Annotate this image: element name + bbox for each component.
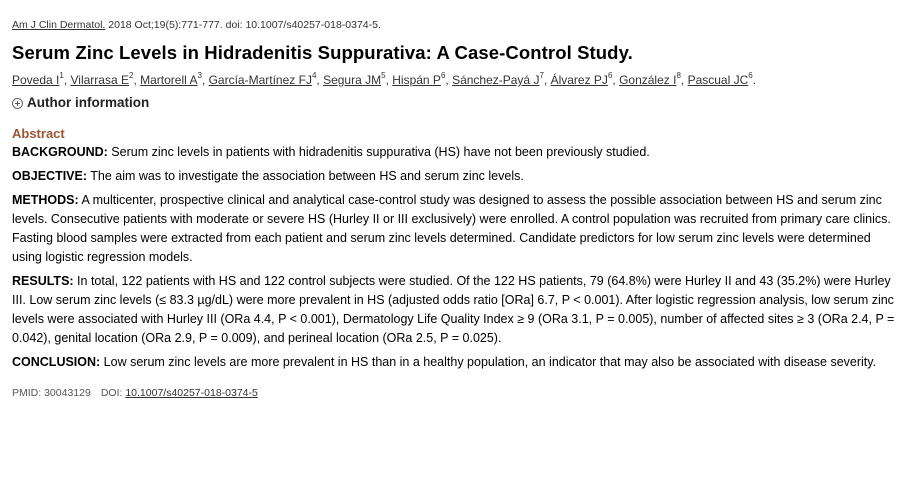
section-label: CONCLUSION: — [12, 355, 101, 369]
section-label: BACKGROUND: — [12, 145, 108, 159]
author-link[interactable]: González I — [619, 73, 677, 87]
author-affiliation-number: 8 — [676, 71, 681, 80]
author-affiliation-number: 3 — [197, 71, 202, 80]
abstract-objective — [12, 167, 900, 186]
author-affiliation-number: 5 — [381, 71, 386, 80]
citation-details: 2018 Oct;19(5):771-777. doi: 10.1007/s40257-018-0374-5. — [105, 19, 381, 31]
pmid: PMID: 30043129 — [12, 387, 91, 399]
section-text: In total, 122 patients with HS and 122 control subjects were studied. Of the 122 HS patients, 79 (64.8%) were Hurley II and 43 (35.2%) were Hurley III. Low serum zinc levels (≤ 83.3 µg/dL) were more prevalent in HS (adjusted odds ratio [ORa] 6.7, P < 0.001). After logistic regression analysis, low serum zinc levels were associated with Hurley III (ORa 4.4, P < 0.001), Dermatology Life Quality Index ≥ 9 (ORa 3.1, P = 0.005), number of affected sites ≥ 3 (ORa 2.4, P = 0.042), genital location (ORa 2.9, P = 0.009), and perineal location (ORa 2.5, P = 0.025). — [12, 274, 895, 345]
abstract-conclusion — [12, 353, 900, 372]
abstract-heading: Abstract — [12, 126, 65, 141]
author-link[interactable]: Sánchez-Payá J — [452, 73, 540, 87]
author-link[interactable]: Álvarez PJ — [550, 73, 608, 87]
section-text: A multicenter, prospective clinical and analytical case-control study was designed to assess the possible association between HS and serum zinc levels. Consecutive patients with moderate or severe HS (Hurley II or III exclusively) were enrolled. A control population was recruited from primary care clinics. Fasting blood samples were extracted from each patient and serum zinc levels determined. Candidate predictors for low serum zinc levels were determined using logistic regression models. — [12, 193, 891, 264]
article-title: Serum Zinc Levels in Hidradenitis Suppurativa: A Case-Control Study. — [12, 42, 633, 63]
author-link[interactable]: Hispán P — [392, 73, 441, 87]
author-link[interactable]: Martorell A — [140, 73, 198, 87]
section-text: Serum zinc levels in patients with hidradenitis suppurativa (HS) have not been previously studied. — [107, 145, 650, 159]
section-label: RESULTS: — [12, 274, 74, 288]
section-label: METHODS: — [12, 193, 79, 207]
author-affiliation-number: 4 — [311, 71, 317, 80]
author-information-label: Author information — [27, 95, 150, 110]
author-affiliation-number: 2 — [128, 71, 134, 80]
author-link[interactable]: Segura JM — [323, 73, 382, 87]
identifier-line — [12, 386, 900, 400]
section-text: Low serum zinc levels are more prevalent in HS than in a healthy population, an indicator that may also be associated with disease severity. — [100, 355, 877, 369]
doi-link[interactable]: 10.1007/s40257-018-0374-5 — [125, 387, 258, 399]
abstract-background — [12, 143, 900, 162]
author-link[interactable]: Vilarrasa E — [70, 73, 129, 87]
expand-plus-icon[interactable] — [12, 98, 23, 109]
author-affiliation-number: 6 — [748, 71, 753, 80]
author-affiliation-number: 1 — [59, 71, 64, 80]
author-information-toggle[interactable] — [12, 94, 900, 112]
journal-link[interactable]: Am J Clin Dermatol. — [12, 19, 106, 31]
abstract-results — [12, 272, 900, 348]
author-link[interactable]: García-Martínez FJ — [208, 73, 312, 87]
section-text: The aim was to investigate the association between HS and serum zinc levels. — [87, 169, 524, 183]
abstract-methods — [12, 191, 900, 267]
author-affiliation-number: 6 — [440, 71, 446, 80]
doi-label: DOI: — [100, 387, 126, 399]
author-link[interactable]: Pascual JC — [687, 73, 749, 87]
section-label: OBJECTIVE: — [12, 169, 88, 183]
author-link[interactable]: Poveda I — [12, 73, 60, 87]
author-affiliation-number: 7 — [539, 71, 544, 80]
citation-line — [12, 18, 900, 32]
author-list: Poveda $I^1$, Vilarrasa $E^2$, Martorell $A^3$, García-Martínez $FJ^4$, Segura $JM^5$, Hispán $P^6$, Sánchez-Payá $J^7$, Álvarez $PJ^6$, González $I^8$, Pascual $JC^6$. — [12, 71, 757, 87]
author-affiliation-number: 6 — [607, 71, 613, 80]
